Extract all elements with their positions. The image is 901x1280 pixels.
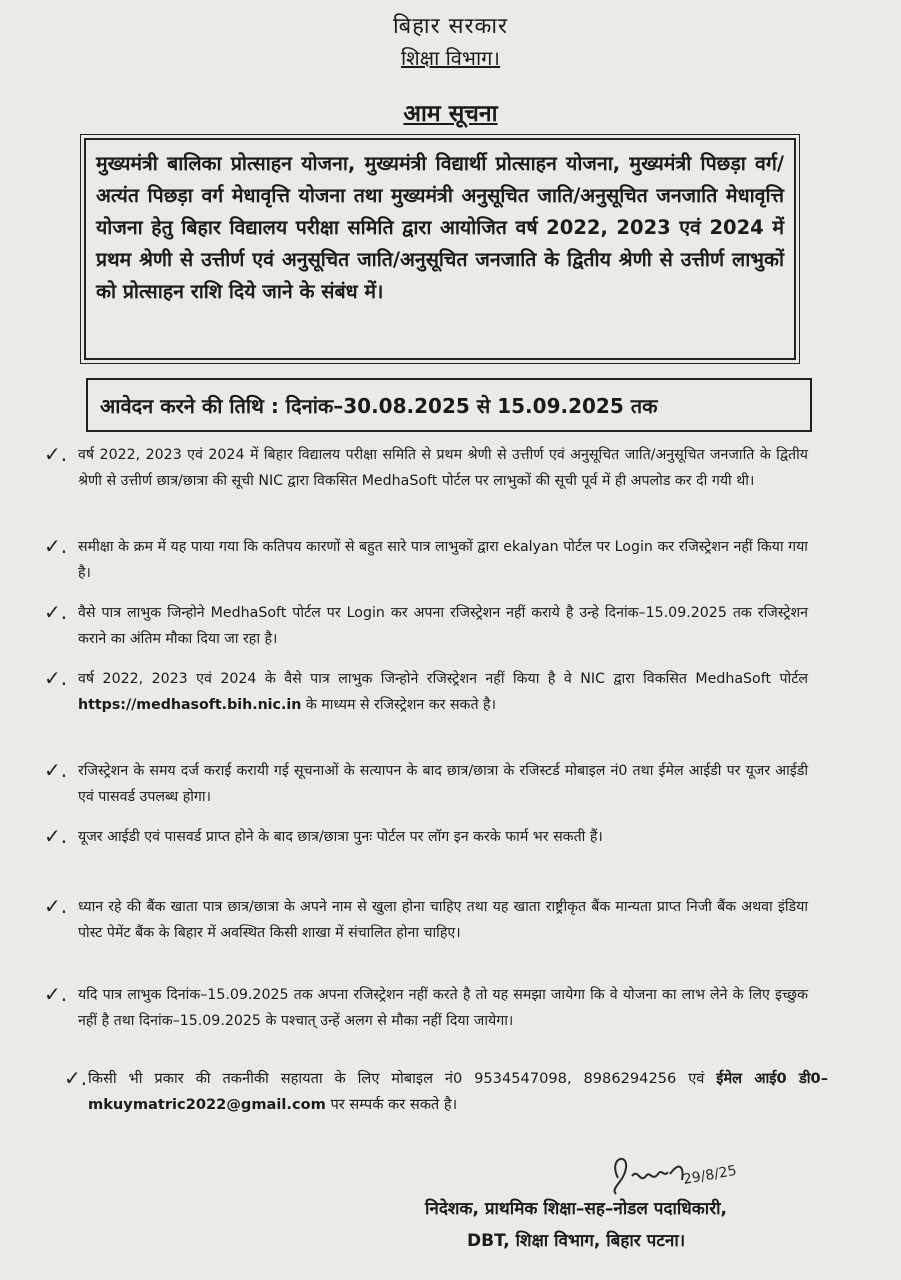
point-text bbox=[88, 1066, 828, 1118]
tick-icon: ✓. bbox=[44, 758, 68, 782]
handwritten-signature bbox=[600, 1148, 780, 1200]
list-item bbox=[44, 666, 824, 718]
tick-icon: ✓. bbox=[44, 600, 68, 624]
tick-icon: ✓. bbox=[64, 1066, 88, 1090]
point-text-part: के माध्यम से रजिस्ट्रेशन कर सकते है। bbox=[301, 697, 496, 713]
point-text: यूजर आईडी एवं पासवर्ड प्राप्त होने के बाद छात्र/छात्रा पुनः पोर्टल पर लॉग इन करके फार्म भर सकती हैं। bbox=[78, 829, 603, 845]
point-text-part: पर सम्पर्क कर सकते है। bbox=[325, 1096, 458, 1113]
tick-icon: ✓. bbox=[44, 894, 68, 918]
list-item bbox=[44, 534, 824, 586]
point-text: रजिस्ट्रेशन के समय दर्ज कराई करायी गई सूचनाओं के सत्यापन के बाद छात्र/छात्रा के रजिस्टर्ड मोबाइल नं0 तथा ईमेल आईडी पर यूजर आईडी एवं पासवर्ड उपलब्ध होगा। bbox=[78, 763, 808, 805]
list-item bbox=[44, 894, 824, 946]
list-item bbox=[44, 442, 824, 494]
signatory-designation: निदेशक, प्राथमिक शिक्षा–सह–नोडल पदाधिकारी, bbox=[425, 1199, 728, 1219]
list-item bbox=[44, 982, 824, 1034]
tick-icon: ✓. bbox=[44, 824, 68, 848]
application-date-text: आवेदन करने की तिथि : दिनांक–30.08.2025 से 15.09.2025 तक bbox=[100, 393, 658, 418]
portal-link[interactable]: https://medhasoft.bih.nic.in bbox=[78, 697, 302, 713]
point-text-part: किसी भी प्रकार की तकनीकी सहायता के लिए मोबाइल नं0 9534547098, 8986294256 एवं bbox=[88, 1070, 717, 1087]
point-text: वैसे पात्र लाभुक जिन्होने MedhaSoft पोर्टल पर Login कर अपना रजिस्ट्रेशन नहीं कराये है उन्हे दिनांक–15.09.2025 तक रजिस्ट्रेशन कराने का अंतिम मौका दिया जा रहा है। bbox=[78, 605, 808, 647]
point-text bbox=[78, 666, 808, 718]
tick-icon: ✓. bbox=[44, 534, 68, 558]
list-item bbox=[44, 824, 824, 850]
tick-icon: ✓. bbox=[44, 442, 68, 466]
point-text-part: वर्ष 2022, 2023 एवं 2024 के वैसे पात्र लाभुक जिन्होने रजिस्ट्रेशन नहीं किया है वे NIC द्वारा विकसित MedhaSoft पोर्टल bbox=[78, 671, 808, 687]
signatory-office: DBT, शिक्षा विभाग, बिहार पटना। bbox=[467, 1231, 686, 1251]
point-text: ध्यान रहे की बैंक खाता पात्र छात्र/छात्रा के अपने नाम से खुला होना चाहिए तथा यह खाता राष्ट्रीकृत बैंक मान्यता प्राप्त निजी बैंक अथवा इंडिया पोस्ट पेमेंट बैंक के बिहार में अवस्थित किसी शाखा में संचालित होना चाहिए। bbox=[78, 899, 808, 941]
point-text: समीक्षा के क्रम में यह पाया गया कि कतिपय कारणों से बहुत सारे पात्र लाभुकों द्वारा ekalyan पोर्टल पर Login कर रजिस्ट्रेशन नहीं किया गया है। bbox=[78, 539, 808, 581]
list-item bbox=[44, 758, 824, 810]
department-heading: शिक्षा विभाग। bbox=[400, 46, 501, 70]
subject-box: मुख्यमंत्री बालिका प्रोत्साहन योजना, मुख्यमंत्री विद्यार्थी प्रोत्साहन योजना, मुख्यमंत्री पिछड़ा वर्ग/अत्यंत पिछड़ा वर्ग मेधावृत्ति योजना तथा मुख्यमंत्री अनुसूचित जाति/अनुसूचित जनजाति मेधावृत्ति योजना हेतु बिहार विद्यालय परीक्षा समिति द्वारा आयोजित वर्ष 2022, 2023 एवं 2024 में प्रथम श्रेणी से उत्तीर्ण एवं अनुसूचित जाति/अनुसूचित जनजाति के द्वितीय श्रेणी से उत्तीर्ण लाभुकों को प्रोत्साहन राशि दिये जाने के संबंध में। bbox=[84, 138, 796, 360]
tick-icon: ✓. bbox=[44, 666, 68, 690]
point-text: यदि पात्र लाभुक दिनांक–15.09.2025 तक अपना रजिस्ट्रेशन नहीं करते है तो यह समझा जायेगा कि वे योजना का लाभ लेने के लिए इच्छुक नहीं है तथा दिनांक–15.09.2025 के पश्चात् उन्हें अलग से मौका नहीं दिया जायेगा। bbox=[78, 987, 808, 1029]
point-text: वर्ष 2022, 2023 एवं 2024 में बिहार विद्यालय परीक्षा समिति से प्रथम श्रेणी से उत्तीर्ण एवं अनुसूचित जाति/अनुसूचित जनजाति के द्वितीय श्रेणी से उत्तीर्ण छात्र/छात्रा की सूची NIC द्वारा विकसित MedhaSoft पोर्टल पर लाभुकों की सूची पूर्व में ही अपलोड कर दी गयी थी। bbox=[78, 447, 808, 489]
list-item bbox=[64, 1066, 830, 1118]
tick-icon: ✓. bbox=[44, 982, 68, 1006]
contact-email[interactable]: mkuymatric2022@gmail.com bbox=[88, 1096, 326, 1113]
list-item bbox=[44, 600, 824, 652]
application-date-box bbox=[86, 378, 812, 432]
government-heading: बिहार सरकार bbox=[392, 14, 509, 39]
notice-title: आम सूचना bbox=[403, 101, 498, 127]
email-label: ईमेल आई0 डी0– bbox=[716, 1070, 828, 1087]
svg-text:29/8/25: 29/8/25 bbox=[681, 1162, 738, 1188]
